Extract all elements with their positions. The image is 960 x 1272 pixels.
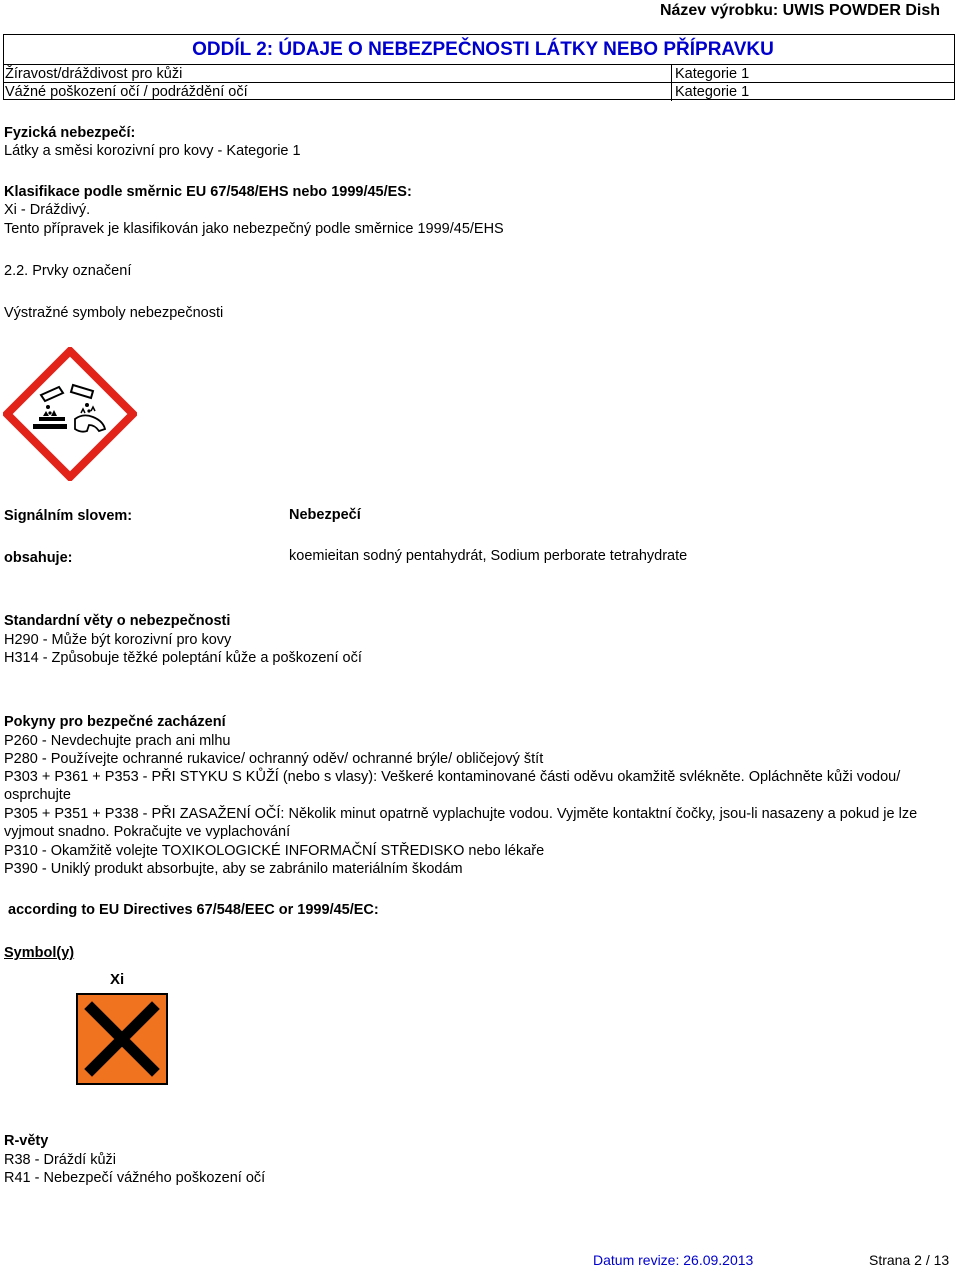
symbol-label: Symbol(y) (4, 945, 75, 961)
signal-word-value: Nebezpečí (289, 507, 361, 523)
label-elements-heading: 2.2. Prvky označení (4, 263, 132, 279)
eu-directive-heading: according to EU Directives 67/548/EEC or 1999/45/EC: (8, 902, 379, 918)
signal-word-label: Signálním slovem: (4, 508, 133, 524)
classification-row (4, 82, 954, 101)
physical-hazards-heading: Fyzická nebezpečí: (4, 125, 136, 141)
r-phrases-heading: R-věty (4, 1133, 49, 1149)
precautionary-heading: Pokyny pro bezpečné zacházení (4, 714, 226, 730)
irritant-x-icon (76, 993, 168, 1085)
xi-code-label: Xi (110, 971, 125, 988)
precautionary-statement: P303 + P361 + P353 - PŘI STYKU S KŮŽÍ (nebo s vlasy): Veškeré kontaminované části oděvu okamžitě svlékněte. Opláchněte kůži vodou/ osprchujte (4, 769, 901, 803)
classification-name: Vážné poškození očí / podráždění očí (5, 84, 248, 100)
hazard-statement: H290 - Může být korozivní pro kovy (4, 632, 232, 648)
eu-classification-line: Tento přípravek je klasifikován jako nebezpečný podle směrnice 1999/45/EHS (4, 221, 504, 237)
section-title: ODDÍL 2: ÚDAJE O NEBEZPEČNOSTI LÁTKY NEBO PŘÍPRAVKU (192, 39, 774, 60)
precautionary-statement: P390 - Uniklý produkt absorbujte, aby se zabránilo materiálním škodám (4, 861, 463, 877)
precautionary-statement: P310 - Okamžitě volejte TOXIKOLOGICKÉ INFORMAČNÍ STŘEDISKO nebo lékaře (4, 843, 545, 859)
precautionary-statement: P280 - Používejte ochranné rukavice/ ochranný oděv/ ochranné brýle/ obličejový štít (4, 751, 544, 767)
product-name-header: Název výrobku: UWIS POWDER Dish (659, 2, 940, 19)
classification-category: Kategorie 1 (671, 83, 749, 101)
eu-classification-heading: Klasifikace podle směrnic EU 67/548/EHS nebo 1999/45/ES: (4, 184, 412, 200)
r-phrase: R41 - Nebezpečí vážného poškození očí (4, 1170, 266, 1186)
section-header-table (3, 34, 955, 100)
classification-category: Kategorie 1 (671, 65, 749, 83)
r-phrase: R38 - Dráždí kůži (4, 1152, 117, 1168)
contains-label: obsahuje: (4, 550, 73, 566)
revision-date: Datum revize: 26.09.2013 (593, 1252, 754, 1268)
hazard-statements-heading: Standardní věty o nebezpečnosti (4, 613, 231, 629)
classification-name: Žíravost/dráždivost pro kůži (5, 66, 183, 82)
pictograms-label: Výstražné symboly nebezpečnosti (4, 305, 224, 321)
precautionary-statement: P305 + P351 + P338 - PŘI ZASAŽENÍ OČÍ: Několik minut opatrně vyplachujte vodou. Vyjměte kontaktní čočky, jsou-li nasazeny a pokud je lze vyjmout snadno. Pokračujte ve vyplachování (4, 806, 918, 840)
precautionary-statement: P260 - Nevdechujte prach ani mlhu (4, 733, 231, 749)
contains-value: koemieitan sodný pentahydrát, Sodium perborate tetrahydrate (289, 548, 688, 564)
page-number: Strana 2 / 13 (869, 1252, 950, 1268)
corrosion-pictogram-icon (3, 347, 137, 481)
physical-hazards-line: Látky a směsi korozivní pro kovy - Kategorie 1 (4, 143, 301, 159)
classification-row (4, 64, 954, 83)
hazard-statement: H314 - Způsobuje těžké poleptání kůže a poškození očí (4, 650, 362, 666)
eu-classification-line: Xi - Dráždivý. (4, 202, 91, 218)
